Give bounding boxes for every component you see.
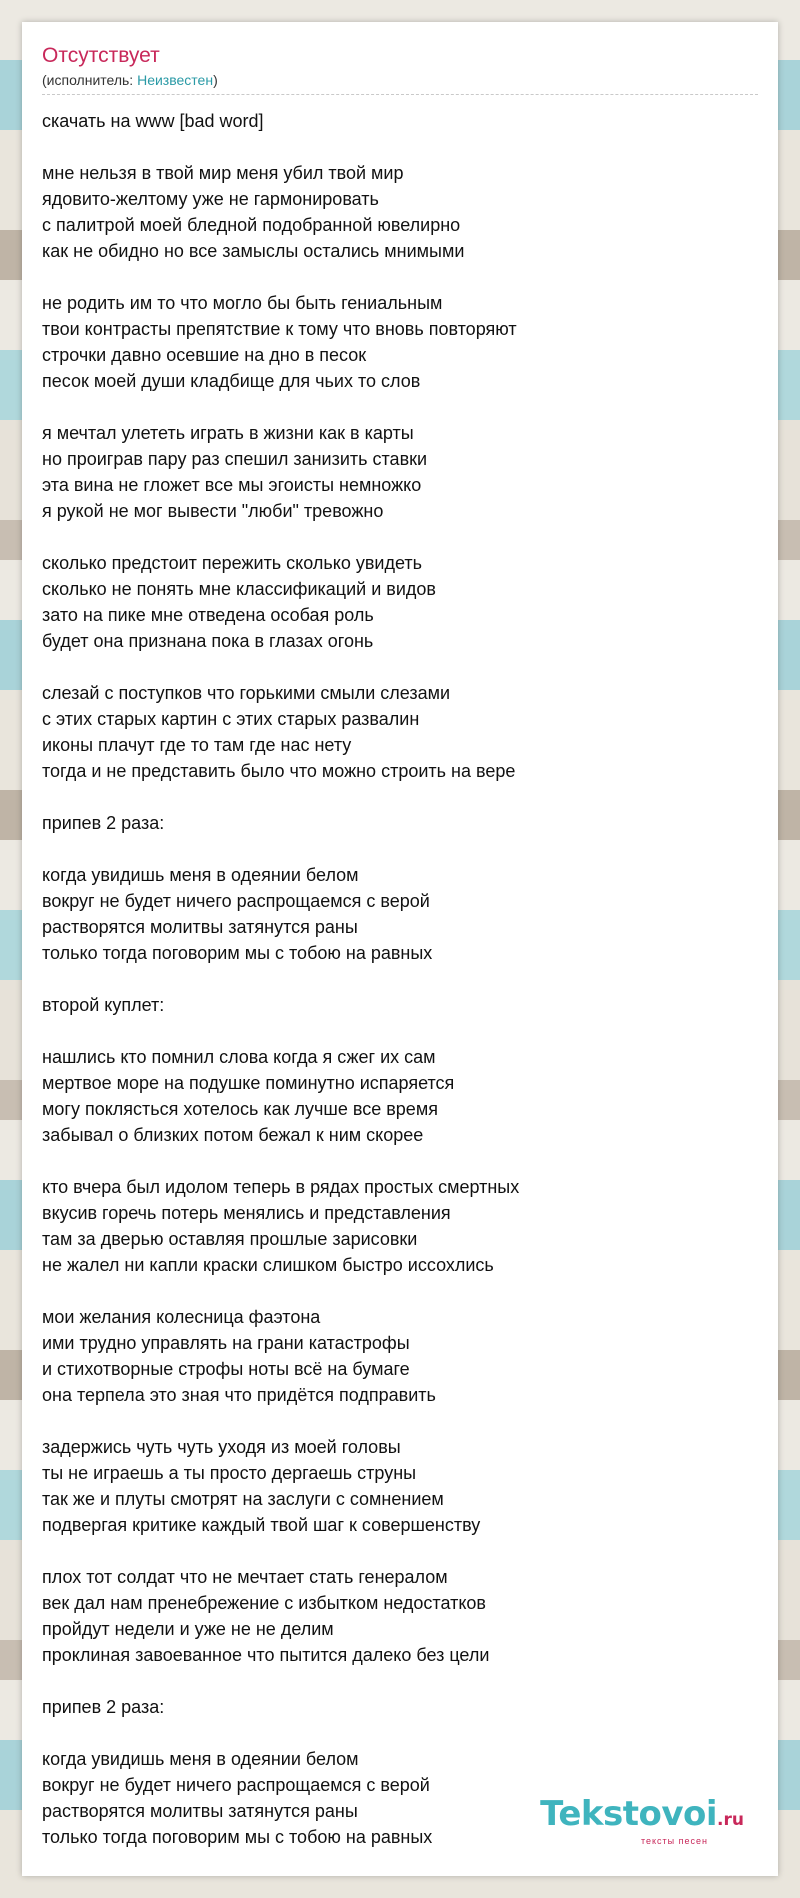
lyric-blank-line (42, 1538, 758, 1564)
lyric-line: ядовито-желтому уже не гармонировать (42, 189, 379, 209)
lyric-line: только тогда поговорим мы с тобою на равных (42, 943, 433, 963)
lyric-line: ты не играешь а ты просто дергаешь струны (42, 1463, 417, 1483)
lyric-line: сколько предстоит пережить сколько увидеть (42, 553, 423, 573)
lyric-blank-line (42, 784, 758, 810)
lyric-line: забывал о близких потом бежал к ним скорее (42, 1125, 424, 1145)
lyric-line: строчки давно осевшие на дно в песок (42, 345, 367, 365)
lyric-line: тогда и не представить было что можно строить на вере (42, 761, 516, 781)
lyric-line: припев 2 раза: (42, 1697, 165, 1717)
lyric-line: второй куплет: (42, 995, 165, 1015)
lyric-blank-line (42, 394, 758, 420)
lyric-line: вокруг не будет ничего распрощаемся с верой (42, 891, 430, 911)
artist-line (42, 71, 758, 89)
artist-prefix: (исполнитель: (42, 72, 138, 88)
lyric-line: но проиграв пару раз спешил занизить ставки (42, 449, 428, 469)
lyric-line: век дал нам пренебрежение с избытком недостатков (42, 1593, 486, 1613)
lyric-line: так же и плуты смотрят на заслуги с сомнением (42, 1489, 444, 1509)
lyric-line: эта вина не гложет все мы эгоисты немножко (42, 475, 422, 495)
lyric-blank-line (42, 1278, 758, 1304)
lyric-line: иконы плачут где то там где нас нету (42, 735, 352, 755)
lyrics-body (42, 108, 758, 1850)
lyric-blank-line (42, 134, 758, 160)
lyric-line: как не обидно но все замыслы остались мнимыми (42, 241, 465, 261)
lyric-line: и стихотворные строфы ноты всё на бумаге (42, 1359, 410, 1379)
song-header (42, 44, 758, 95)
lyric-line: скачать на www [bad word] (42, 111, 264, 131)
lyric-line: слезай с поступков что горькими смыли слезами (42, 683, 451, 703)
lyric-line: мертвое море на подушке поминутно испаряется (42, 1073, 455, 1093)
lyric-line: не родить им то что могло бы быть гениальным (42, 293, 443, 313)
lyrics-card (22, 22, 778, 1876)
lyric-line: мои желания колесница фаэтона (42, 1307, 321, 1327)
lyric-line: когда увидишь меня в одеянии белом (42, 865, 359, 885)
lyric-blank-line (42, 654, 758, 680)
lyric-line: растворятся молитвы затянутся раны (42, 917, 358, 937)
lyric-line: зато на пике мне отведена особая роль (42, 605, 374, 625)
logo-name: Tekstovoi (540, 1794, 718, 1834)
site-logo[interactable] (540, 1796, 744, 1846)
logo-tagline: тексты песен (640, 1836, 708, 1846)
lyric-line: проклиная завоеванное что пытится далеко без цели (42, 1645, 490, 1665)
lyric-line: твои контрасты препятствие к тому что вновь повторяют (42, 319, 517, 339)
lyric-line: будет она признана пока в глазах огонь (42, 631, 374, 651)
lyric-line: кто вчера был идолом теперь в рядах простых смертных (42, 1177, 520, 1197)
lyric-line: сколько не понять мне классификаций и видов (42, 579, 436, 599)
lyric-line: вокруг не будет ничего распрощаемся с верой (42, 1775, 430, 1795)
lyric-blank-line (42, 1018, 758, 1044)
lyric-line: песок моей души кладбище для чьих то слов (42, 371, 421, 391)
lyric-blank-line (42, 524, 758, 550)
song-title: Отсутствует (42, 44, 160, 67)
logo-tld: .ru (717, 1810, 744, 1830)
lyric-line: я рукой не мог вывести "люби" тревожно (42, 501, 384, 521)
lyric-line: мне нельзя в твой мир меня убил твой мир (42, 163, 404, 183)
lyric-line: с палитрой моей бледной подобранной ювелирно (42, 215, 461, 235)
lyric-line: я мечтал улететь играть в жизни как в карты (42, 423, 414, 443)
lyric-line: подвергая критике каждый твой шаг к совершенству (42, 1515, 481, 1535)
lyric-blank-line (42, 1148, 758, 1174)
lyric-line: с этих старых картин с этих старых развалин (42, 709, 420, 729)
artist-suffix: ) (213, 72, 218, 88)
lyric-blank-line (42, 836, 758, 862)
lyric-blank-line (42, 1668, 758, 1694)
lyric-line: задержись чуть чуть уходя из моей головы (42, 1437, 401, 1457)
logo-wordmark (540, 1796, 744, 1838)
lyric-line: растворятся молитвы затянутся раны (42, 1801, 358, 1821)
lyric-line: ими трудно управлять на грани катастрофы (42, 1333, 410, 1353)
lyric-blank-line (42, 966, 758, 992)
lyric-line: когда увидишь меня в одеянии белом (42, 1749, 359, 1769)
lyric-blank-line (42, 1408, 758, 1434)
lyric-line: припев 2 раза: (42, 813, 165, 833)
lyric-line: плох тот солдат что не мечтает стать генералом (42, 1567, 448, 1587)
lyric-line: пройдут недели и уже не не делим (42, 1619, 334, 1639)
lyric-line: вкусив горечь потерь менялись и представления (42, 1203, 451, 1223)
lyric-blank-line (42, 264, 758, 290)
artist-link[interactable]: Неизвестен (137, 72, 214, 88)
lyric-line: только тогда поговорим мы с тобою на равных (42, 1827, 433, 1847)
lyric-line: там за дверью оставляя прошлые зарисовки (42, 1229, 418, 1249)
lyric-line: она терпела это зная что придётся подправить (42, 1385, 436, 1405)
lyric-line: не жалел ни капли краски слишком быстро иссохлись (42, 1255, 494, 1275)
lyric-blank-line (42, 1720, 758, 1746)
lyric-line: могу поклясться хотелось как лучше все время (42, 1099, 438, 1119)
lyric-line: нашлись кто помнил слова когда я сжег их сам (42, 1047, 436, 1067)
